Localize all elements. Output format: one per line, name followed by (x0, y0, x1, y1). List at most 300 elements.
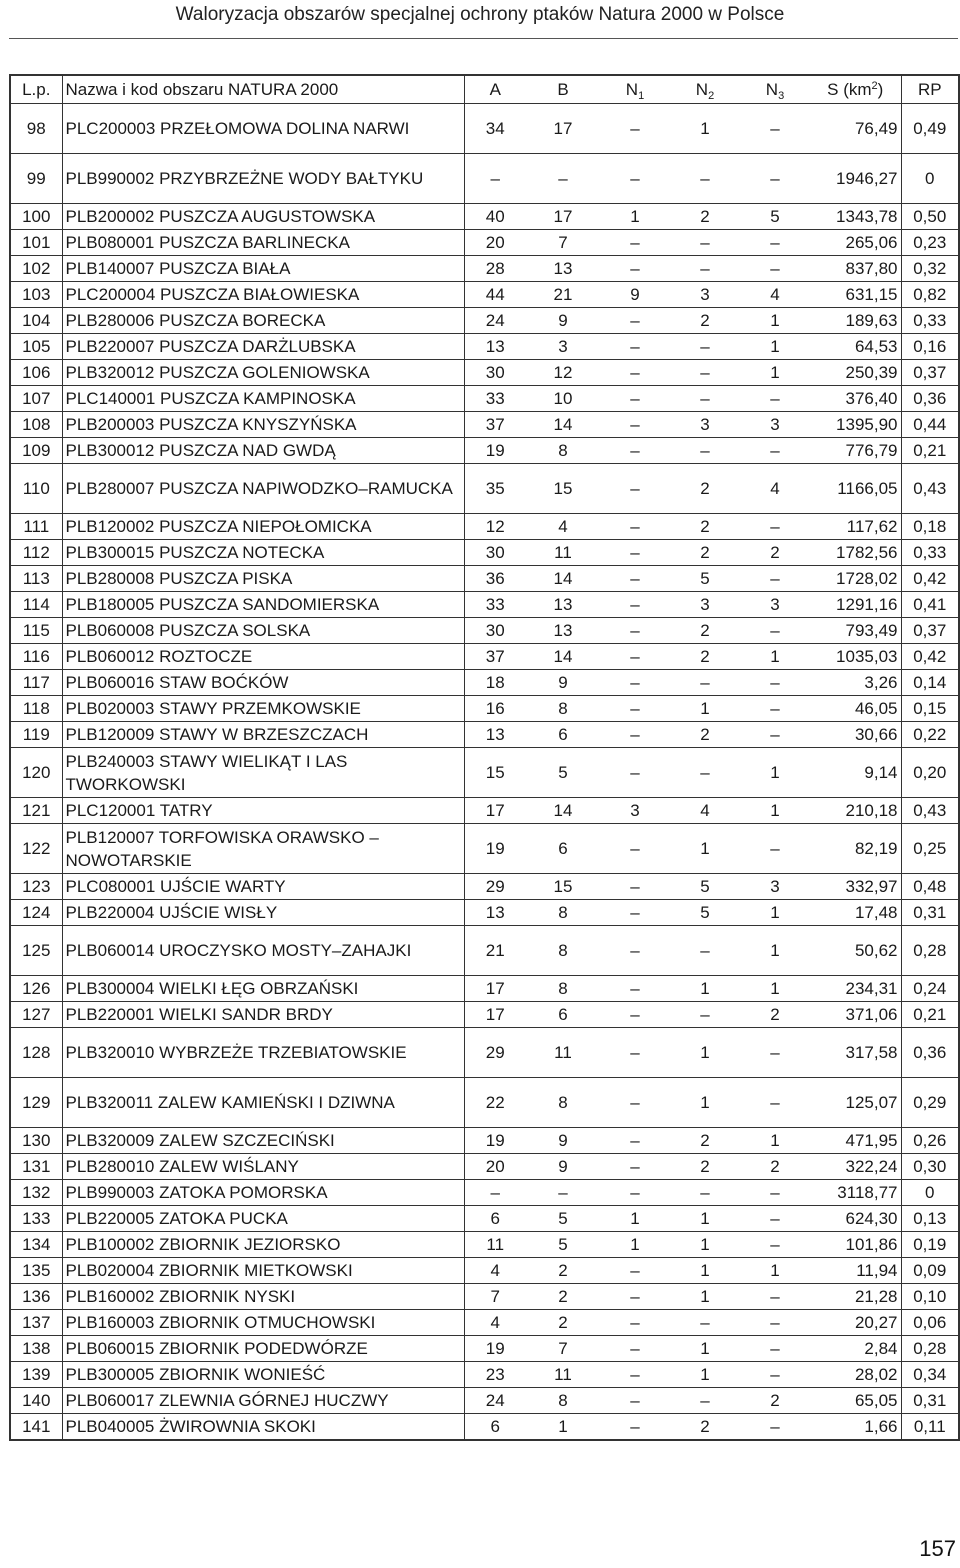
row-a: 24 (464, 1388, 526, 1414)
row-n1: – (600, 438, 670, 464)
row-rp: 0,31 (901, 900, 959, 926)
row-lp: 120 (10, 748, 62, 798)
row-rp: 0,14 (901, 670, 959, 696)
table-row (10, 412, 959, 438)
row-lp: 122 (10, 824, 62, 874)
row-rp: 0,33 (901, 308, 959, 334)
row-lp: 132 (10, 1180, 62, 1206)
row-rp: 0,21 (901, 1002, 959, 1028)
row-rp: 0,16 (901, 334, 959, 360)
row-n2: 5 (670, 874, 740, 900)
row-rp: 0,09 (901, 1258, 959, 1284)
row-b: 8 (526, 926, 600, 976)
row-b: 17 (526, 104, 600, 154)
row-n2: 2 (670, 308, 740, 334)
row-lp: 139 (10, 1362, 62, 1388)
row-n3: 2 (740, 1154, 810, 1180)
row-n2: – (670, 926, 740, 976)
row-name: PLB990002 PRZYBRZEŻNE WODY BAŁTYKU (62, 154, 464, 204)
row-n2: – (670, 230, 740, 256)
row-b: – (526, 154, 600, 204)
row-a: 15 (464, 748, 526, 798)
row-s: 30,66 (810, 722, 901, 748)
row-a: 40 (464, 204, 526, 230)
row-rp: 0,36 (901, 1028, 959, 1078)
row-lp: 114 (10, 592, 62, 618)
table-row (10, 1414, 959, 1441)
row-n2: – (670, 1002, 740, 1028)
header-divider (9, 38, 958, 39)
row-a: – (464, 154, 526, 204)
row-n2: – (670, 438, 740, 464)
row-n3: 1 (740, 748, 810, 798)
row-name: PLB060014 UROCZYSKO MOSTY–ZAHAJKI (62, 926, 464, 976)
row-name: PLB280007 PUSZCZA NAPIWODZKO–RAMUCKA (62, 464, 464, 514)
row-a: 28 (464, 256, 526, 282)
row-name: PLB220005 ZATOKA PUCKA (62, 1206, 464, 1232)
row-n2: 1 (670, 1206, 740, 1232)
header-s-end: ) (877, 80, 884, 99)
natura-2000-table (9, 74, 960, 1441)
table-row (10, 464, 959, 514)
row-s: 837,80 (810, 256, 901, 282)
row-name: PLB320010 WYBRZEŻE TRZEBIATOWSKIE (62, 1028, 464, 1078)
row-n2: 1 (670, 1078, 740, 1128)
row-n2: 3 (670, 412, 740, 438)
row-lp: 101 (10, 230, 62, 256)
row-rp: 0,23 (901, 230, 959, 256)
table-row (10, 670, 959, 696)
row-n2: 1 (670, 104, 740, 154)
row-n1: 1 (600, 1232, 670, 1258)
row-rp: 0,32 (901, 256, 959, 282)
row-lp: 128 (10, 1028, 62, 1078)
row-lp: 102 (10, 256, 62, 282)
row-b: 14 (526, 798, 600, 824)
table-row (10, 1180, 959, 1206)
row-a: 22 (464, 1078, 526, 1128)
row-s: 322,24 (810, 1154, 901, 1180)
row-rp: 0,43 (901, 464, 959, 514)
table-row (10, 154, 959, 204)
row-b: 6 (526, 722, 600, 748)
row-s: 76,49 (810, 104, 901, 154)
row-a: 6 (464, 1414, 526, 1441)
table-row (10, 798, 959, 824)
header-s-base: S (km (827, 80, 872, 99)
row-rp: 0,48 (901, 874, 959, 900)
row-n1: – (600, 1028, 670, 1078)
row-b: 15 (526, 464, 600, 514)
row-n1: – (600, 1078, 670, 1128)
row-a: 20 (464, 1154, 526, 1180)
row-name: PLC200003 PRZEŁOMOWA DOLINA NARWI (62, 104, 464, 154)
row-s: 3,26 (810, 670, 901, 696)
row-n2: 2 (670, 1154, 740, 1180)
row-b: 13 (526, 256, 600, 282)
row-name: PLB200003 PUSZCZA KNYSZYŃSKA (62, 412, 464, 438)
row-n3: – (740, 1028, 810, 1078)
header-n2-base: N (695, 80, 709, 99)
row-b: 4 (526, 514, 600, 540)
row-n3: 1 (740, 798, 810, 824)
row-lp: 100 (10, 204, 62, 230)
row-name: PLB300015 PUSZCZA NOTECKA (62, 540, 464, 566)
row-n1: – (600, 874, 670, 900)
header-s-sup: 2 (871, 80, 878, 92)
row-n1: – (600, 1388, 670, 1414)
page-number: 157 (919, 1536, 956, 1561)
row-n2: – (670, 748, 740, 798)
row-b: 14 (526, 644, 600, 670)
row-rp: 0,15 (901, 696, 959, 722)
table-row (10, 1258, 959, 1284)
table-row (10, 696, 959, 722)
row-s: 3118,77 (810, 1180, 901, 1206)
row-rp: 0,33 (901, 540, 959, 566)
row-s: 471,95 (810, 1128, 901, 1154)
row-n1: – (600, 976, 670, 1002)
row-name: PLC120001 TATRY (62, 798, 464, 824)
row-n3: 1 (740, 976, 810, 1002)
row-name: PLC080001 UJŚCIE WARTY (62, 874, 464, 900)
row-name: PLB220001 WIELKI SANDR BRDY (62, 1002, 464, 1028)
row-a: 13 (464, 334, 526, 360)
row-lp: 134 (10, 1232, 62, 1258)
row-rp: 0,13 (901, 1206, 959, 1232)
row-lp: 116 (10, 644, 62, 670)
row-s: 1166,05 (810, 464, 901, 514)
row-lp: 130 (10, 1128, 62, 1154)
row-s: 317,58 (810, 1028, 901, 1078)
row-lp: 106 (10, 360, 62, 386)
table-row (10, 256, 959, 282)
header-n3-sub: 3 (778, 90, 785, 102)
table-row (10, 1154, 959, 1180)
row-lp: 141 (10, 1414, 62, 1441)
row-name: PLB160003 ZBIORNIK OTMUCHOWSKI (62, 1310, 464, 1336)
table-row (10, 334, 959, 360)
row-rp: 0,82 (901, 282, 959, 308)
row-n3: – (740, 1284, 810, 1310)
row-n3: 1 (740, 334, 810, 360)
row-a: 33 (464, 386, 526, 412)
row-n2: 2 (670, 514, 740, 540)
row-rp: 0,50 (901, 204, 959, 230)
table-row (10, 824, 959, 874)
row-n3: – (740, 722, 810, 748)
header-n1-base: N (625, 80, 639, 99)
row-b: 13 (526, 618, 600, 644)
row-n3: 3 (740, 412, 810, 438)
row-a: 29 (464, 874, 526, 900)
table-row (10, 1336, 959, 1362)
row-n2: 5 (670, 900, 740, 926)
row-n3: 3 (740, 874, 810, 900)
row-n2: 5 (670, 566, 740, 592)
row-n3: – (740, 438, 810, 464)
row-lp: 125 (10, 926, 62, 976)
row-lp: 136 (10, 1284, 62, 1310)
row-rp: 0,29 (901, 1078, 959, 1128)
table-row (10, 926, 959, 976)
row-lp: 129 (10, 1078, 62, 1128)
row-n3: 4 (740, 464, 810, 514)
row-lp: 105 (10, 334, 62, 360)
row-name: PLB060017 ZLEWNIA GÓRNEJ HUCZWY (62, 1388, 464, 1414)
row-lp: 108 (10, 412, 62, 438)
row-a: 19 (464, 824, 526, 874)
row-name: PLB200002 PUSZCZA AUGUSTOWSKA (62, 204, 464, 230)
row-b: 9 (526, 1154, 600, 1180)
row-b: 1 (526, 1414, 600, 1441)
row-name: PLB220007 PUSZCZA DARŻLUBSKA (62, 334, 464, 360)
row-s: 624,30 (810, 1206, 901, 1232)
row-s: 234,31 (810, 976, 901, 1002)
row-n2: 2 (670, 204, 740, 230)
row-n3: – (740, 1180, 810, 1206)
row-n1: – (600, 618, 670, 644)
row-s: 20,27 (810, 1310, 901, 1336)
row-b: 17 (526, 204, 600, 230)
table-row (10, 592, 959, 618)
row-s: 631,15 (810, 282, 901, 308)
row-n1: – (600, 514, 670, 540)
row-a: 36 (464, 566, 526, 592)
row-lp: 133 (10, 1206, 62, 1232)
row-lp: 140 (10, 1388, 62, 1414)
header-n1-sub: 1 (638, 90, 645, 102)
row-s: 65,05 (810, 1388, 901, 1414)
row-a: 24 (464, 308, 526, 334)
row-s: 125,07 (810, 1078, 901, 1128)
row-rp: 0,28 (901, 1336, 959, 1362)
row-n3: 2 (740, 1002, 810, 1028)
row-rp: 0,41 (901, 592, 959, 618)
header-lp: L.p. (10, 75, 62, 104)
table-row (10, 1232, 959, 1258)
row-n3: 2 (740, 540, 810, 566)
row-n2: 2 (670, 464, 740, 514)
table-row (10, 1002, 959, 1028)
row-n1: – (600, 1336, 670, 1362)
row-s: 50,62 (810, 926, 901, 976)
row-s: 1,66 (810, 1414, 901, 1441)
table-row (10, 1078, 959, 1128)
row-rp: 0,30 (901, 1154, 959, 1180)
row-n2: 1 (670, 696, 740, 722)
row-a: 19 (464, 1336, 526, 1362)
row-b: 9 (526, 1128, 600, 1154)
row-name: PLB300012 PUSZCZA NAD GWDĄ (62, 438, 464, 464)
row-a: 11 (464, 1232, 526, 1258)
row-s: 332,97 (810, 874, 901, 900)
row-b: 2 (526, 1310, 600, 1336)
row-n1: – (600, 900, 670, 926)
row-n2: – (670, 256, 740, 282)
row-n3: – (740, 1232, 810, 1258)
row-n1: – (600, 1258, 670, 1284)
row-a: 16 (464, 696, 526, 722)
row-b: 11 (526, 540, 600, 566)
row-n2: – (670, 334, 740, 360)
row-name: PLB120002 PUSZCZA NIEPOŁOMICKA (62, 514, 464, 540)
row-s: 1946,27 (810, 154, 901, 204)
row-s: 82,19 (810, 824, 901, 874)
row-lp: 98 (10, 104, 62, 154)
row-b: 3 (526, 334, 600, 360)
row-a: 29 (464, 1028, 526, 1078)
row-n3: – (740, 1078, 810, 1128)
row-a: 30 (464, 540, 526, 566)
row-s: 371,06 (810, 1002, 901, 1028)
row-lp: 111 (10, 514, 62, 540)
table-row (10, 618, 959, 644)
row-a: 37 (464, 644, 526, 670)
row-n3: – (740, 670, 810, 696)
row-n1: – (600, 1310, 670, 1336)
row-b: 7 (526, 1336, 600, 1362)
row-n3: 1 (740, 644, 810, 670)
row-n2: 1 (670, 1232, 740, 1258)
row-n1: – (600, 1180, 670, 1206)
row-lp: 119 (10, 722, 62, 748)
row-n1: – (600, 644, 670, 670)
header-n2-sub: 2 (708, 90, 715, 102)
row-b: 12 (526, 360, 600, 386)
row-s: 1782,56 (810, 540, 901, 566)
row-lp: 138 (10, 1336, 62, 1362)
row-rp: 0,20 (901, 748, 959, 798)
table-row (10, 900, 959, 926)
row-a: 19 (464, 438, 526, 464)
row-s: 46,05 (810, 696, 901, 722)
row-n2: – (670, 1388, 740, 1414)
row-n2: 1 (670, 1336, 740, 1362)
table-row (10, 1388, 959, 1414)
row-name: PLB160002 ZBIORNIK NYSKI (62, 1284, 464, 1310)
row-n2: 2 (670, 618, 740, 644)
row-name: PLB990003 ZATOKA POMORSKA (62, 1180, 464, 1206)
row-name: PLB320012 PUSZCZA GOLENIOWSKA (62, 360, 464, 386)
row-n2: 1 (670, 1362, 740, 1388)
row-n1: – (600, 360, 670, 386)
row-n1: – (600, 824, 670, 874)
row-rp: 0,42 (901, 644, 959, 670)
row-rp: 0,11 (901, 1414, 959, 1441)
row-rp: 0,18 (901, 514, 959, 540)
row-n2: 3 (670, 592, 740, 618)
row-n3: – (740, 618, 810, 644)
row-lp: 118 (10, 696, 62, 722)
row-s: 250,39 (810, 360, 901, 386)
row-n3: – (740, 104, 810, 154)
row-n1: 9 (600, 282, 670, 308)
row-a: 34 (464, 104, 526, 154)
row-a: 19 (464, 1128, 526, 1154)
table-row (10, 282, 959, 308)
row-rp: 0 (901, 1180, 959, 1206)
row-n1: 3 (600, 798, 670, 824)
row-rp: 0,42 (901, 566, 959, 592)
row-s: 17,48 (810, 900, 901, 926)
row-b: 14 (526, 412, 600, 438)
row-rp: 0,43 (901, 798, 959, 824)
row-n3: 3 (740, 592, 810, 618)
row-n2: 2 (670, 540, 740, 566)
row-n3: – (740, 1310, 810, 1336)
header-rp: RP (901, 75, 959, 104)
row-n1: – (600, 104, 670, 154)
row-n3: 2 (740, 1388, 810, 1414)
row-n1: – (600, 154, 670, 204)
row-b: 14 (526, 566, 600, 592)
row-name: PLB280008 PUSZCZA PISKA (62, 566, 464, 592)
row-n1: 1 (600, 204, 670, 230)
row-b: 8 (526, 438, 600, 464)
row-n2: – (670, 670, 740, 696)
row-a: 4 (464, 1310, 526, 1336)
row-s: 28,02 (810, 1362, 901, 1388)
row-lp: 131 (10, 1154, 62, 1180)
row-b: 9 (526, 670, 600, 696)
row-lp: 127 (10, 1002, 62, 1028)
row-n3: – (740, 230, 810, 256)
row-b: 6 (526, 1002, 600, 1028)
row-a: 37 (464, 412, 526, 438)
row-rp: 0,19 (901, 1232, 959, 1258)
row-lp: 99 (10, 154, 62, 204)
row-b: 15 (526, 874, 600, 900)
row-lp: 103 (10, 282, 62, 308)
row-n3: 1 (740, 1258, 810, 1284)
row-s: 210,18 (810, 798, 901, 824)
row-n2: 1 (670, 976, 740, 1002)
row-name: PLB220004 UJŚCIE WISŁY (62, 900, 464, 926)
row-s: 64,53 (810, 334, 901, 360)
row-n1: – (600, 566, 670, 592)
row-a: 4 (464, 1258, 526, 1284)
table-row (10, 204, 959, 230)
row-n2: 2 (670, 644, 740, 670)
row-name: PLB060008 PUSZCZA SOLSKA (62, 618, 464, 644)
row-n2: – (670, 154, 740, 204)
row-name: PLB060016 STAW BOĆKÓW (62, 670, 464, 696)
row-rp: 0,28 (901, 926, 959, 976)
row-lp: 107 (10, 386, 62, 412)
row-s: 793,49 (810, 618, 901, 644)
row-a: 44 (464, 282, 526, 308)
row-n1: – (600, 256, 670, 282)
row-rp: 0,22 (901, 722, 959, 748)
row-lp: 115 (10, 618, 62, 644)
row-name: PLB020004 ZBIORNIK MIETKOWSKI (62, 1258, 464, 1284)
row-lp: 126 (10, 976, 62, 1002)
row-n3: 1 (740, 900, 810, 926)
row-name: PLC200004 PUSZCZA BIAŁOWIESKA (62, 282, 464, 308)
row-s: 1035,03 (810, 644, 901, 670)
row-b: 8 (526, 1388, 600, 1414)
row-a: 17 (464, 976, 526, 1002)
row-rp: 0,36 (901, 386, 959, 412)
row-rp: 0,10 (901, 1284, 959, 1310)
row-a: 23 (464, 1362, 526, 1388)
table-row (10, 566, 959, 592)
table-row (10, 722, 959, 748)
row-b: 10 (526, 386, 600, 412)
row-n1: – (600, 696, 670, 722)
row-a: 30 (464, 618, 526, 644)
